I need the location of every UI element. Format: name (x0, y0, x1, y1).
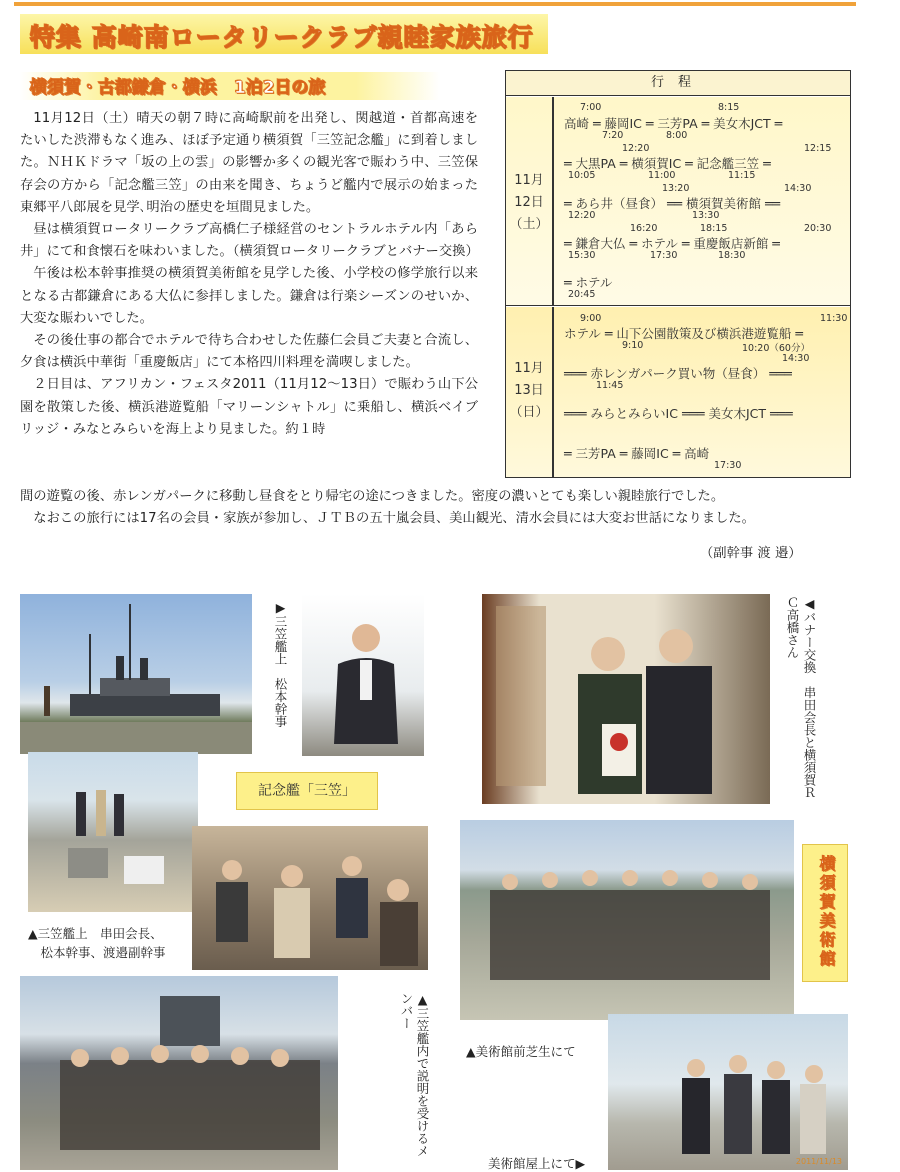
battleship-icon (20, 594, 252, 754)
time: 13:30 (692, 210, 720, 221)
time: 11:15 (728, 170, 756, 181)
time: 8:00 (666, 130, 688, 141)
time: 15:30 (568, 250, 596, 261)
time: 7:00 (580, 102, 602, 113)
caption-matsumoto: ▶三笠艦上 松本幹事 (273, 600, 288, 728)
time: 13:20 (662, 183, 690, 194)
time: 18:30 (718, 250, 746, 261)
day2-row-3: ═══ みらとみらいIC ═══ 美女木JCT ═══ (564, 406, 793, 421)
group-icon (460, 820, 794, 1020)
person-icon (302, 594, 424, 756)
group-icon (192, 826, 428, 970)
photo-matsumoto (302, 594, 424, 756)
day1-row-3: ═ あら井（昼食） ══ 横須賀美術館 ══ (564, 196, 781, 211)
caption-lawn: ▲美術館前芝生にて (466, 1044, 576, 1059)
deck-icon (28, 752, 198, 912)
article-body (20, 108, 478, 441)
day1-row-1: 高崎 ═ 藤岡IC ═ 三芳PA ═ 美女木JCT ═ (564, 116, 783, 131)
article-paragraph-1: 11月12日（土）晴天の朝７時に高崎駅前を出発し、関越道・首都高速をたいした渋滞もなく進み、ほぼ予定通り横須賀「三笠記念艦」に到着しました。ＮＨＫドラマ「坂の上の雲」の影響か多くの観光客で賑わう中、三笠保存会の方から「記念艦三笠」の由来を聞き、ちょうど艦内で展示の始まった東郷平八郎展を見学､明治の歴史を垣間見ました。 (20, 111, 478, 215)
page-subtitle: 横須賀・古都鎌倉・横浜 1泊2日の旅 (30, 78, 326, 98)
time: 20:30 (804, 223, 832, 234)
top-rule (14, 2, 856, 6)
article-paragraph-4: その後仕事の都合でホテルで待ち合わせした佐藤仁会員ご夫妻と合流し、夕食は横浜中華街「重慶飯店」にて本格四川料理を満喫しました。 (20, 333, 478, 371)
time: 12:20 (622, 143, 650, 154)
day2-label-date: 13日 (514, 383, 544, 398)
photo-battleship-mikasa (20, 594, 252, 754)
signature: （副幹事 渡 邉） (700, 546, 802, 561)
itinerary-header: 行程 (506, 71, 850, 96)
day2-row-4: ═ 三芳PA ═ 藤岡IC ═ 高崎 (564, 446, 710, 461)
photo-rooftop (608, 1014, 848, 1170)
day2-label-month: 11月 (514, 361, 544, 376)
time: 20:45 (568, 289, 596, 300)
time: 18:15 (700, 223, 728, 234)
photo-deck (28, 752, 198, 912)
day2-row-1: ホテル ═ 山下公園散策及び横浜港遊覧船 ═ (564, 326, 803, 341)
itinerary-day-2 (506, 307, 850, 477)
day1-label-date: 12日 (514, 195, 544, 210)
day1-row-2: ═ 大黒PA ═ 横須賀IC ═ 記念艦三笠 ═ (564, 156, 771, 171)
article-paragraph-5-cont: 間の遊覧の後、赤レンガパークに移動し昼食をとり帰宅の途につきました。密度の濃いとても楽しい親睦旅行でした。 (20, 489, 725, 504)
time: 14:30 (784, 183, 812, 194)
day1-label-weekday: （土） (509, 217, 549, 232)
day1-row-5: ═ ホテル (564, 275, 613, 290)
time: 14:30 (782, 353, 810, 364)
itinerary-day-1 (506, 97, 850, 306)
time: 7:20 (602, 130, 624, 141)
day-separator (552, 97, 554, 305)
time: 16:20 (630, 223, 658, 234)
day1-label-month: 11月 (514, 173, 544, 188)
photo-museum-lawn (460, 820, 794, 1020)
article-paragraph-2: 昼は横須賀ロータリークラブ高橋仁子様経営のセントラルホテル内「あら井」にて和食懐石を味わいました。（横須賀ロータリークラブとバナー交換） (20, 222, 479, 260)
time: 11:30 (820, 313, 848, 324)
time: 10:20（60分） (742, 343, 810, 354)
day1-row-4: ═ 鎌倉大仏 ═ ホテル ═ 重慶飯店新館 ═ (564, 236, 780, 251)
people-icon (482, 594, 770, 804)
caption-banner: ◀バナー交換 串田会長と横須賀ＲＣ高橋さん (785, 596, 817, 799)
page-title: 特集 高崎南ロータリークラブ親睦家族旅行 (30, 23, 534, 52)
time: 8:15 (718, 102, 740, 113)
time: 9:00 (580, 313, 602, 324)
caption-explain: ▲三笠艦内で説明を受けるメンバー (399, 992, 430, 1157)
photo-banner-exchange (482, 594, 770, 804)
photo-group-ship (20, 976, 338, 1170)
group-icon (20, 976, 338, 1170)
time: 11:45 (596, 380, 624, 391)
caption-deck: ▲三笠艦上 串田会長、 松本幹事、渡邉副幹事 (28, 926, 166, 960)
people-icon (608, 1014, 848, 1170)
time: 11:00 (648, 170, 676, 181)
time: 12:20 (568, 210, 596, 221)
mikasa-label-box: 記念艦「三笠」 (236, 772, 378, 810)
time: 17:30 (714, 460, 742, 471)
museum-label-text: 横須賀美術館 (817, 855, 836, 969)
time: 17:30 (650, 250, 678, 261)
photo-explanation (192, 826, 428, 970)
day2-row-2: ═══ 赤レンガパーク買い物（昼食） ═══ (564, 366, 792, 381)
day-separator (552, 307, 554, 477)
article-paragraph-5: ２日目は、アフリカン・フェスタ2011（11月12～13日）で賑わう山下公園を散策した後、横浜港遊覧船「マリーンシャトル」に乗船し、横浜ベイブリッジ・みなとみらいを海上より見ました。約１時 (20, 377, 478, 437)
time: 9:10 (622, 340, 644, 351)
article-paragraph-6: なおこの旅行には17名の会員・家族が参加し、ＪＴＢの五十嵐会員、美山観光、清水会員には大変お世話になりました。 (33, 511, 755, 527)
article-paragraph-3: 午後は松本幹事推奨の横須賀美術館を見学した後、小学校の修学旅行以来となる古都鎌倉にある大仏に参拝しました。鎌倉は行楽シーズンのせいか、大変な賑わいでした。 (20, 266, 478, 326)
museum-label-box (802, 844, 848, 982)
time: 10:05 (568, 170, 596, 181)
caption-rooftop: 美術館屋上にて▶ (488, 1156, 586, 1171)
date-stamp: 2011/11/13 (795, 1157, 842, 1166)
article-body-wide (20, 486, 850, 530)
itinerary-table (505, 70, 851, 478)
day2-label-weekday: （日） (509, 405, 549, 420)
time: 12:15 (804, 143, 832, 154)
